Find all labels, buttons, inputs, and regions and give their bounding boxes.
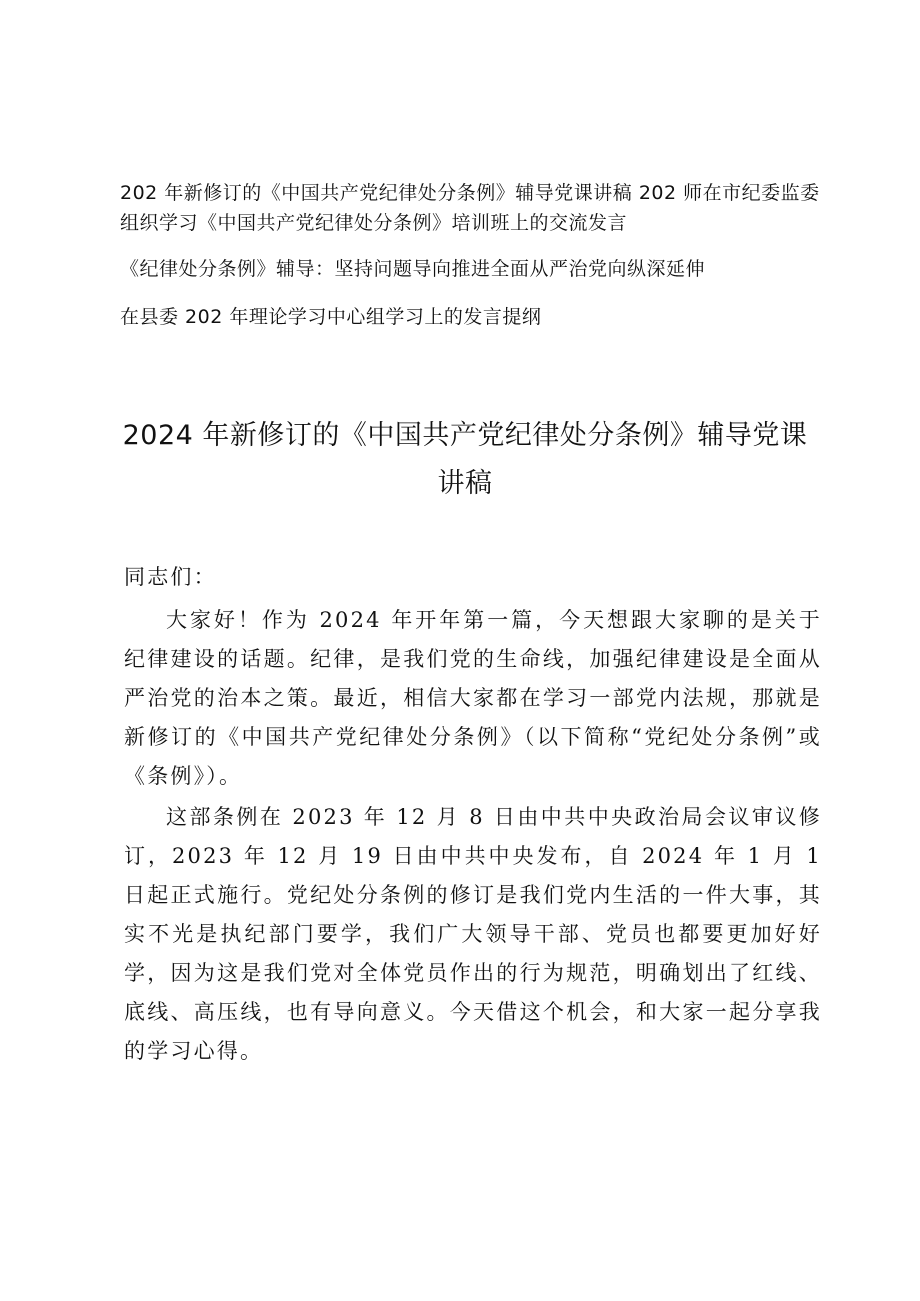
contents-item-1: 202 年新修订的《中国共产党纪律处分条例》辅导党课讲稿 202 师在市纪委监委组织学习《中国共产党纪律处分条例》培训班上的交流发言 [120, 182, 820, 234]
body-paragraph-2: 这部条例在 2023 年 12 月 8 日由中共中央政治局会议审议修订，2023 年 12 月 19 日由中共中央发布，自 2024 年 1 月 1 日起正式施行。党纪处分条例的修订是我们党内生活的一件大事，其实不光是执纪部门要学，我们广大领导干部、党员也都要更加好好学，因为这是我们党对全体党员作出的行为规范，明确划出了红线、底线、高压线，也有导向意义。今天借这个机会，和大家一起分享我的学习心得。 [124, 805, 822, 1063]
contents-list [120, 178, 820, 350]
body-paragraph-1: 大家好！作为 2024 年开年第一篇，今天想跟大家聊的是关于纪律建设的话题。纪律，是我们党的生命线，加强纪律建设是全面从严治党的治本之策。最近，相信大家都在学习一部党内法规，那就是新修订的《中国共产党纪律处分条例》（以下简称“党纪处分条例”或《条例》）。 [124, 608, 822, 788]
salutation: 同志们： [124, 565, 217, 589]
document-body [124, 558, 822, 1073]
document-title: 2024 年新修订的《中国共产党纪律处分条例》辅导党课讲稿 [122, 420, 808, 499]
contents-item-2: 《纪律处分条例》辅导：坚持问题导向推进全面从严治党向纵深延伸 [120, 258, 706, 280]
contents-item-3: 在县委 202 年理论学习中心组学习上的发言提纲 [120, 306, 542, 328]
